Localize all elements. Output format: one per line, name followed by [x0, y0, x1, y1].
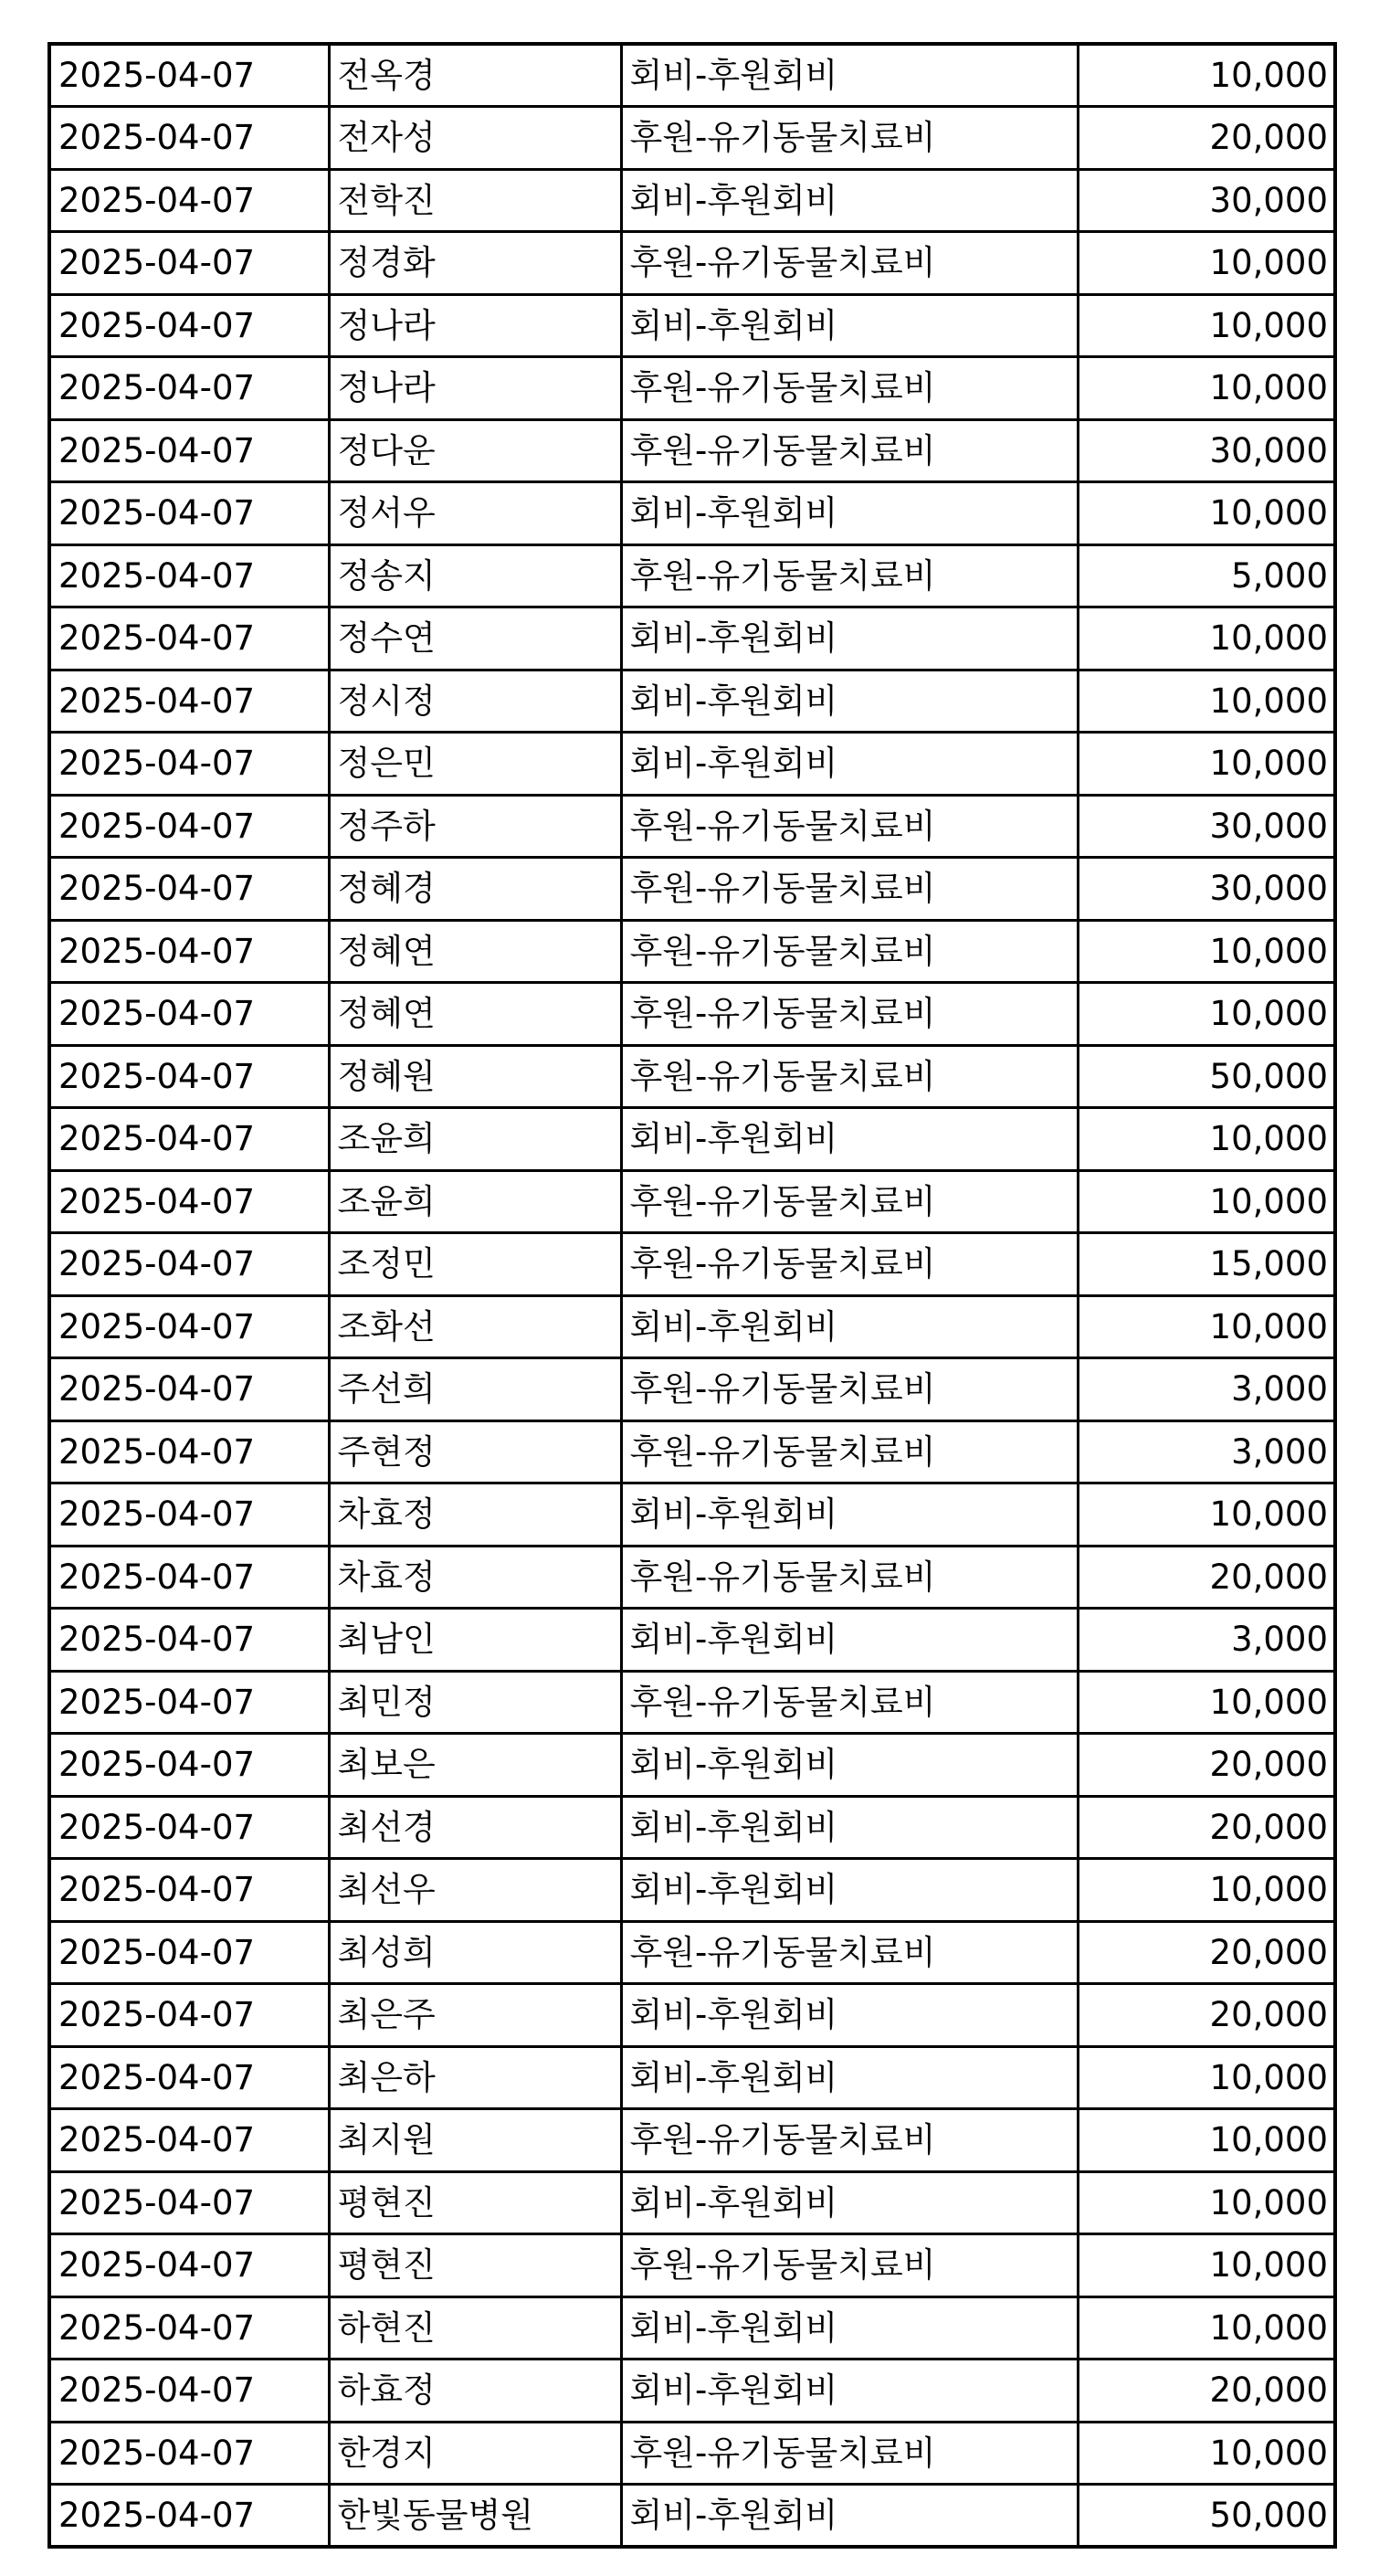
amount-cell: 10,000: [1078, 1483, 1335, 1547]
donor-name-cell: 차효정: [329, 1546, 621, 1609]
date-cell: 2025-04-07: [49, 2360, 329, 2423]
donor-name-cell: 정나라: [329, 294, 621, 357]
table-row: [49, 2171, 1335, 2234]
table-row: [49, 357, 1335, 420]
date-cell: 2025-04-07: [49, 2422, 329, 2485]
donor-name-cell: 최선경: [329, 1796, 621, 1859]
date-cell: 2025-04-07: [49, 2046, 329, 2109]
category-cell: 후원-유기동물치료비: [621, 858, 1078, 921]
table-row: [49, 1045, 1335, 1108]
donor-name-cell: 최지원: [329, 2109, 621, 2172]
amount-cell: 20,000: [1078, 2360, 1335, 2423]
table-row: [49, 169, 1335, 232]
donor-name-cell: 평현진: [329, 2171, 621, 2234]
donor-name-cell: 정시정: [329, 670, 621, 733]
category-cell: 회비-후원회비: [621, 1295, 1078, 1358]
amount-cell: 10,000: [1078, 2171, 1335, 2234]
date-cell: 2025-04-07: [49, 795, 329, 858]
date-cell: 2025-04-07: [49, 607, 329, 670]
category-cell: 회비-후원회비: [621, 294, 1078, 357]
date-cell: 2025-04-07: [49, 1420, 329, 1483]
donor-name-cell: 정혜연: [329, 983, 621, 1046]
donor-name-cell: 정나라: [329, 357, 621, 420]
amount-cell: 10,000: [1078, 1170, 1335, 1233]
table-row: [49, 1671, 1335, 1734]
table-row: [49, 1358, 1335, 1421]
date-cell: 2025-04-07: [49, 357, 329, 420]
amount-cell: 30,000: [1078, 795, 1335, 858]
amount-cell: 20,000: [1078, 1796, 1335, 1859]
donor-name-cell: 정은민: [329, 733, 621, 796]
amount-cell: 10,000: [1078, 1859, 1335, 1922]
date-cell: 2025-04-07: [49, 1358, 329, 1421]
date-cell: 2025-04-07: [49, 1671, 329, 1734]
category-cell: 후원-유기동물치료비: [621, 2109, 1078, 2172]
category-cell: 후원-유기동물치료비: [621, 1045, 1078, 1108]
table-row: [49, 1984, 1335, 2047]
category-cell: 회비-후원회비: [621, 1984, 1078, 2047]
donor-name-cell: 정다운: [329, 419, 621, 482]
ledger-body: [49, 44, 1335, 2547]
date-cell: 2025-04-07: [49, 1796, 329, 1859]
table-row: [49, 294, 1335, 357]
date-cell: 2025-04-07: [49, 1233, 329, 1296]
amount-cell: 50,000: [1078, 1045, 1335, 1108]
donor-name-cell: 정서우: [329, 482, 621, 545]
date-cell: 2025-04-07: [49, 1108, 329, 1171]
donor-name-cell: 최은하: [329, 2046, 621, 2109]
table-row: [49, 2234, 1335, 2297]
date-cell: 2025-04-07: [49, 920, 329, 983]
amount-cell: 10,000: [1078, 232, 1335, 295]
donor-name-cell: 정혜연: [329, 920, 621, 983]
category-cell: 후원-유기동물치료비: [621, 2234, 1078, 2297]
date-cell: 2025-04-07: [49, 2171, 329, 2234]
amount-cell: 10,000: [1078, 607, 1335, 670]
category-cell: 후원-유기동물치료비: [621, 419, 1078, 482]
donor-name-cell: 정수연: [329, 607, 621, 670]
amount-cell: 3,000: [1078, 1358, 1335, 1421]
amount-cell: 10,000: [1078, 482, 1335, 545]
table-row: [49, 2296, 1335, 2360]
date-cell: 2025-04-07: [49, 1546, 329, 1609]
category-cell: 후원-유기동물치료비: [621, 1233, 1078, 1296]
date-cell: 2025-04-07: [49, 419, 329, 482]
category-cell: 후원-유기동물치료비: [621, 232, 1078, 295]
donor-name-cell: 전자성: [329, 107, 621, 170]
category-cell: 회비-후원회비: [621, 670, 1078, 733]
donor-name-cell: 정주하: [329, 795, 621, 858]
table-row: [49, 419, 1335, 482]
donor-name-cell: 전옥경: [329, 44, 621, 107]
amount-cell: 10,000: [1078, 670, 1335, 733]
amount-cell: 15,000: [1078, 1233, 1335, 1296]
date-cell: 2025-04-07: [49, 44, 329, 107]
category-cell: 후원-유기동물치료비: [621, 1420, 1078, 1483]
amount-cell: 20,000: [1078, 1984, 1335, 2047]
table-row: [49, 1859, 1335, 1922]
category-cell: 후원-유기동물치료비: [621, 2422, 1078, 2485]
table-row: [49, 983, 1335, 1046]
date-cell: 2025-04-07: [49, 2296, 329, 2360]
category-cell: 후원-유기동물치료비: [621, 1921, 1078, 1984]
amount-cell: 3,000: [1078, 1420, 1335, 1483]
amount-cell: 30,000: [1078, 419, 1335, 482]
date-cell: 2025-04-07: [49, 1045, 329, 1108]
category-cell: 후원-유기동물치료비: [621, 357, 1078, 420]
date-cell: 2025-04-07: [49, 482, 329, 545]
category-cell: 회비-후원회비: [621, 482, 1078, 545]
amount-cell: 10,000: [1078, 357, 1335, 420]
donor-name-cell: 최선우: [329, 1859, 621, 1922]
amount-cell: 50,000: [1078, 2485, 1335, 2548]
table-row: [49, 607, 1335, 670]
amount-cell: 30,000: [1078, 858, 1335, 921]
donor-name-cell: 조정민: [329, 1233, 621, 1296]
category-cell: 후원-유기동물치료비: [621, 544, 1078, 607]
table-row: [49, 1609, 1335, 1672]
donor-name-cell: 정송지: [329, 544, 621, 607]
date-cell: 2025-04-07: [49, 1295, 329, 1358]
date-cell: 2025-04-07: [49, 1984, 329, 2047]
amount-cell: 20,000: [1078, 1546, 1335, 1609]
category-cell: 회비-후원회비: [621, 2485, 1078, 2548]
amount-cell: 10,000: [1078, 2422, 1335, 2485]
category-cell: 회비-후원회비: [621, 1796, 1078, 1859]
amount-cell: 10,000: [1078, 294, 1335, 357]
table-row: [49, 2109, 1335, 2172]
amount-cell: 10,000: [1078, 2046, 1335, 2109]
table-row: [49, 858, 1335, 921]
category-cell: 회비-후원회비: [621, 44, 1078, 107]
amount-cell: 10,000: [1078, 2109, 1335, 2172]
category-cell: 회비-후원회비: [621, 169, 1078, 232]
donation-ledger-table: [47, 42, 1337, 2549]
category-cell: 후원-유기동물치료비: [621, 1546, 1078, 1609]
table-row: [49, 1108, 1335, 1171]
category-cell: 회비-후원회비: [621, 733, 1078, 796]
category-cell: 회비-후원회비: [621, 1483, 1078, 1547]
date-cell: 2025-04-07: [49, 1170, 329, 1233]
amount-cell: 10,000: [1078, 1671, 1335, 1734]
date-cell: 2025-04-07: [49, 107, 329, 170]
table-row: [49, 1734, 1335, 1797]
table-row: [49, 1295, 1335, 1358]
table-row: [49, 2422, 1335, 2485]
amount-cell: 5,000: [1078, 544, 1335, 607]
donor-name-cell: 차효정: [329, 1483, 621, 1547]
donor-name-cell: 주선희: [329, 1358, 621, 1421]
category-cell: 회비-후원회비: [621, 1108, 1078, 1171]
donor-name-cell: 전학진: [329, 169, 621, 232]
donor-name-cell: 주현정: [329, 1420, 621, 1483]
table-row: [49, 1921, 1335, 1984]
donor-name-cell: 최민정: [329, 1671, 621, 1734]
category-cell: 후원-유기동물치료비: [621, 1170, 1078, 1233]
amount-cell: 20,000: [1078, 107, 1335, 170]
amount-cell: 10,000: [1078, 2296, 1335, 2360]
date-cell: 2025-04-07: [49, 733, 329, 796]
amount-cell: 10,000: [1078, 1108, 1335, 1171]
table-row: [49, 1796, 1335, 1859]
table-row: [49, 1546, 1335, 1609]
donor-name-cell: 하현진: [329, 2296, 621, 2360]
table-row: [49, 1233, 1335, 1296]
date-cell: 2025-04-07: [49, 983, 329, 1046]
date-cell: 2025-04-07: [49, 858, 329, 921]
category-cell: 회비-후원회비: [621, 1859, 1078, 1922]
amount-cell: 30,000: [1078, 169, 1335, 232]
amount-cell: 10,000: [1078, 1295, 1335, 1358]
date-cell: 2025-04-07: [49, 670, 329, 733]
amount-cell: 10,000: [1078, 920, 1335, 983]
table-row: [49, 2360, 1335, 2423]
date-cell: 2025-04-07: [49, 169, 329, 232]
category-cell: 회비-후원회비: [621, 2296, 1078, 2360]
table-row: [49, 920, 1335, 983]
donor-name-cell: 정혜원: [329, 1045, 621, 1108]
donor-name-cell: 한빛동물병원: [329, 2485, 621, 2548]
date-cell: 2025-04-07: [49, 1921, 329, 1984]
donor-name-cell: 평현진: [329, 2234, 621, 2297]
category-cell: 후원-유기동물치료비: [621, 1671, 1078, 1734]
donor-name-cell: 최성희: [329, 1921, 621, 1984]
table-row: [49, 1170, 1335, 1233]
donor-name-cell: 정혜경: [329, 858, 621, 921]
date-cell: 2025-04-07: [49, 232, 329, 295]
category-cell: 회비-후원회비: [621, 2360, 1078, 2423]
donor-name-cell: 조윤희: [329, 1170, 621, 1233]
date-cell: 2025-04-07: [49, 2485, 329, 2548]
table-row: [49, 2046, 1335, 2109]
date-cell: 2025-04-07: [49, 544, 329, 607]
table-row: [49, 107, 1335, 170]
amount-cell: 10,000: [1078, 733, 1335, 796]
date-cell: 2025-04-07: [49, 294, 329, 357]
category-cell: 후원-유기동물치료비: [621, 1358, 1078, 1421]
donor-name-cell: 조윤희: [329, 1108, 621, 1171]
category-cell: 회비-후원회비: [621, 1609, 1078, 1672]
donor-name-cell: 정경화: [329, 232, 621, 295]
date-cell: 2025-04-07: [49, 2234, 329, 2297]
table-row: [49, 2485, 1335, 2548]
category-cell: 후원-유기동물치료비: [621, 920, 1078, 983]
date-cell: 2025-04-07: [49, 1483, 329, 1547]
category-cell: 후원-유기동물치료비: [621, 107, 1078, 170]
donor-name-cell: 하효정: [329, 2360, 621, 2423]
category-cell: 회비-후원회비: [621, 2171, 1078, 2234]
date-cell: 2025-04-07: [49, 1734, 329, 1797]
table-row: [49, 482, 1335, 545]
amount-cell: 10,000: [1078, 983, 1335, 1046]
category-cell: 후원-유기동물치료비: [621, 795, 1078, 858]
donor-name-cell: 조화선: [329, 1295, 621, 1358]
date-cell: 2025-04-07: [49, 1609, 329, 1672]
table-row: [49, 1420, 1335, 1483]
amount-cell: 20,000: [1078, 1734, 1335, 1797]
table-row: [49, 670, 1335, 733]
donor-name-cell: 최은주: [329, 1984, 621, 2047]
category-cell: 후원-유기동물치료비: [621, 983, 1078, 1046]
table-row: [49, 44, 1335, 107]
table-row: [49, 1483, 1335, 1547]
amount-cell: 10,000: [1078, 44, 1335, 107]
amount-cell: 20,000: [1078, 1921, 1335, 1984]
date-cell: 2025-04-07: [49, 1859, 329, 1922]
category-cell: 회비-후원회비: [621, 2046, 1078, 2109]
table-row: [49, 232, 1335, 295]
amount-cell: 3,000: [1078, 1609, 1335, 1672]
amount-cell: 10,000: [1078, 2234, 1335, 2297]
category-cell: 회비-후원회비: [621, 607, 1078, 670]
donor-name-cell: 한경지: [329, 2422, 621, 2485]
table-row: [49, 795, 1335, 858]
donor-name-cell: 최남인: [329, 1609, 621, 1672]
donor-name-cell: 최보은: [329, 1734, 621, 1797]
table-row: [49, 733, 1335, 796]
date-cell: 2025-04-07: [49, 2109, 329, 2172]
table-row: [49, 544, 1335, 607]
category-cell: 회비-후원회비: [621, 1734, 1078, 1797]
